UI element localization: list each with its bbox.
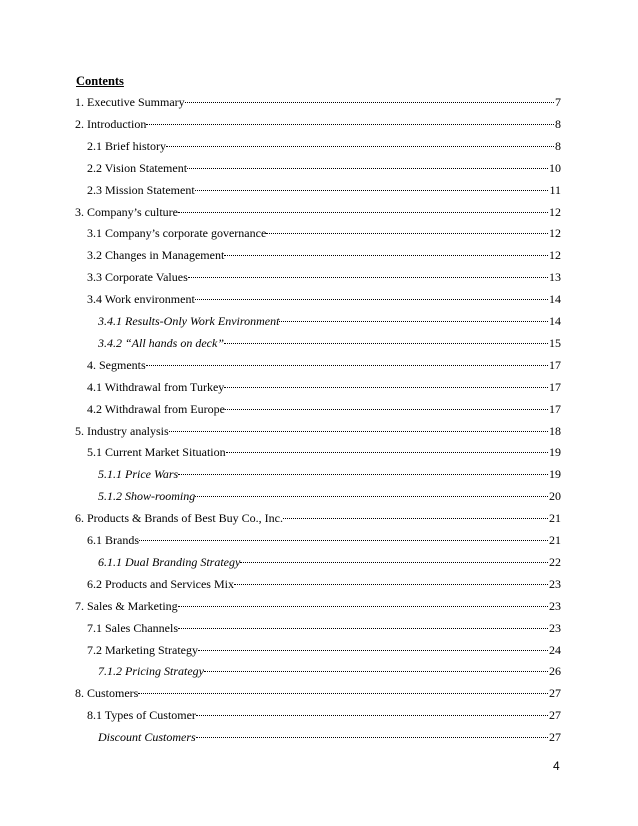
toc-entry[interactable] (87, 707, 561, 723)
toc-entry-page: 14 (549, 292, 561, 306)
toc-entry[interactable] (87, 291, 561, 307)
toc-entry-label: 6.1 Brands (87, 533, 139, 547)
toc-entry-label: 3.4 Work environment (87, 292, 195, 306)
toc-dot-leader (195, 298, 548, 300)
toc-dot-leader (234, 583, 548, 585)
toc-entry-label: 6.1.1 Dual Branding Strategy (98, 555, 241, 569)
toc-entry[interactable] (98, 729, 561, 745)
toc-entry[interactable] (87, 182, 561, 198)
toc-entry[interactable] (75, 510, 561, 526)
toc-dot-leader (178, 627, 548, 629)
toc-entry-label: 3.4.2 “All hands on deck” (98, 336, 224, 350)
toc-entry-page: 12 (549, 205, 561, 219)
toc-entry[interactable] (98, 488, 561, 504)
toc-entry-page: 12 (549, 226, 561, 240)
toc-dot-leader (195, 495, 548, 497)
toc-dot-leader (188, 276, 548, 278)
toc-entry-label: 3.1 Company’s corporate governance (87, 226, 267, 240)
toc-entry-label: 7.1 Sales Channels (87, 621, 178, 635)
toc-entry[interactable] (87, 642, 561, 658)
toc-entry-label: 8. Customers (75, 686, 139, 700)
toc-entry-page: 17 (549, 380, 561, 394)
toc-entry-page: 24 (549, 643, 561, 657)
toc-entry[interactable] (87, 160, 561, 176)
toc-entry-label: 4.2 Withdrawal from Europe (87, 402, 225, 416)
toc-entry-page: 22 (549, 555, 561, 569)
toc-entry[interactable] (87, 138, 561, 154)
toc-entry[interactable] (87, 444, 561, 460)
toc-dot-leader (146, 364, 548, 366)
toc-entry-page: 10 (549, 161, 561, 175)
page-number: 4 (553, 759, 560, 773)
toc-dot-leader (283, 517, 548, 519)
toc-entry[interactable] (98, 663, 561, 679)
toc-entry-page: 18 (549, 424, 561, 438)
toc-entry-label: 3. Company’s culture (75, 205, 178, 219)
toc-entry-page: 19 (549, 467, 561, 481)
toc-entry-page: 21 (549, 511, 561, 525)
toc-entry-page: 27 (549, 730, 561, 744)
toc-entry[interactable] (87, 379, 561, 395)
toc-entry-page: 20 (549, 489, 561, 503)
toc-entry-label: 3.2 Changes in Management (87, 248, 225, 262)
toc-entry-label: 4. Segments (87, 358, 146, 372)
toc-dot-leader (204, 670, 548, 672)
toc-dot-leader (178, 211, 548, 213)
toc-entry-page: 21 (549, 533, 561, 547)
toc-entry[interactable] (75, 94, 561, 110)
toc-entry-page: 26 (549, 664, 561, 678)
toc-dot-leader (224, 254, 548, 256)
toc-entry-page: 8 (555, 117, 561, 131)
toc-entry[interactable] (87, 269, 561, 285)
toc-dot-leader (226, 451, 548, 453)
toc-dot-leader (224, 342, 548, 344)
toc-entry[interactable] (75, 423, 561, 439)
toc-entry[interactable] (87, 620, 561, 636)
toc-entry-label: 3.4.1 Results-Only Work Environment (98, 314, 280, 328)
toc-entry-page: 13 (549, 270, 561, 284)
toc-entry-page: 17 (549, 358, 561, 372)
toc-dot-leader (178, 473, 548, 475)
toc-entry[interactable] (75, 598, 561, 614)
toc-entry-label: 7.2 Marketing Strategy (87, 643, 198, 657)
toc-entry-page: 15 (549, 336, 561, 350)
toc-entry-label: 4.1 Withdrawal from Turkey (87, 380, 225, 394)
toc-dot-leader (196, 714, 548, 716)
toc-entry-page: 12 (549, 248, 561, 262)
toc-entry-page: 23 (549, 577, 561, 591)
toc-entry[interactable] (98, 466, 561, 482)
toc-entry[interactable] (87, 357, 561, 373)
toc-dot-leader (187, 167, 548, 169)
toc-dot-leader (279, 320, 548, 322)
toc-entry[interactable] (87, 401, 561, 417)
toc-entry[interactable] (87, 247, 561, 263)
toc-entry-label: 5. Industry analysis (75, 424, 169, 438)
toc-entry-page: 7 (555, 95, 561, 109)
toc-entry-label: 8.1 Types of Customer (87, 708, 196, 722)
toc-dot-leader (146, 123, 554, 125)
toc-entry-page: 23 (549, 599, 561, 613)
toc-dot-leader (224, 386, 548, 388)
toc-entry-label: 6.2 Products and Services Mix (87, 577, 234, 591)
toc-entry-page: 8 (555, 139, 561, 153)
toc-entry[interactable] (98, 335, 561, 351)
toc-entry[interactable] (87, 576, 561, 592)
toc-dot-leader (225, 408, 548, 410)
toc-entry-label: 5.1 Current Market Situation (87, 445, 226, 459)
toc-dot-leader (169, 430, 548, 432)
toc-entry[interactable] (75, 685, 561, 701)
toc-entry-page: 27 (549, 686, 561, 700)
toc-dot-leader (139, 539, 548, 541)
toc-entry-page: 27 (549, 708, 561, 722)
toc-entry[interactable] (75, 204, 561, 220)
toc-heading: Contents (76, 74, 124, 88)
toc-dot-leader (198, 649, 548, 651)
toc-entry[interactable] (87, 532, 561, 548)
toc-entry-label: 2.2 Vision Statement (87, 161, 188, 175)
toc-entry-page: 11 (549, 183, 561, 197)
toc-entry-page: 19 (549, 445, 561, 459)
toc-dot-leader (178, 605, 548, 607)
toc-entry[interactable] (98, 313, 561, 329)
toc-dot-leader (138, 692, 548, 694)
toc-entry-label: 6. Products & Brands of Best Buy Co., Inc. (75, 511, 283, 525)
toc-entry-label: Discount Customers (98, 730, 196, 744)
toc-entry[interactable] (87, 225, 561, 241)
toc-entry[interactable] (98, 554, 561, 570)
toc-dot-leader (240, 561, 548, 563)
toc-entry-page: 14 (549, 314, 561, 328)
toc-dot-leader (185, 101, 554, 103)
toc-entry-label: 1. Executive Summary (75, 95, 185, 109)
toc-entry-page: 23 (549, 621, 561, 635)
toc-dot-leader (266, 232, 548, 234)
toc-dot-leader (166, 145, 554, 147)
toc-entry-page: 17 (549, 402, 561, 416)
toc-entry-label: 3.3 Corporate Values (87, 270, 188, 284)
toc-entry-label: 2. Introduction (75, 117, 147, 131)
toc-dot-leader (196, 736, 548, 738)
toc-dot-leader (195, 189, 549, 191)
toc-entry-label: 2.1 Brief history (87, 139, 166, 153)
toc-entry-label: 7. Sales & Marketing (75, 599, 178, 613)
toc-entry-label: 5.1.2 Show-rooming (98, 489, 196, 503)
toc-entry-label: 7.1.2 Pricing Strategy (98, 664, 204, 678)
toc-entry-label: 2.3 Mission Statement (87, 183, 195, 197)
toc-entry-label: 5.1.1 Price Wars (98, 467, 179, 481)
toc-entry[interactable] (75, 116, 561, 132)
